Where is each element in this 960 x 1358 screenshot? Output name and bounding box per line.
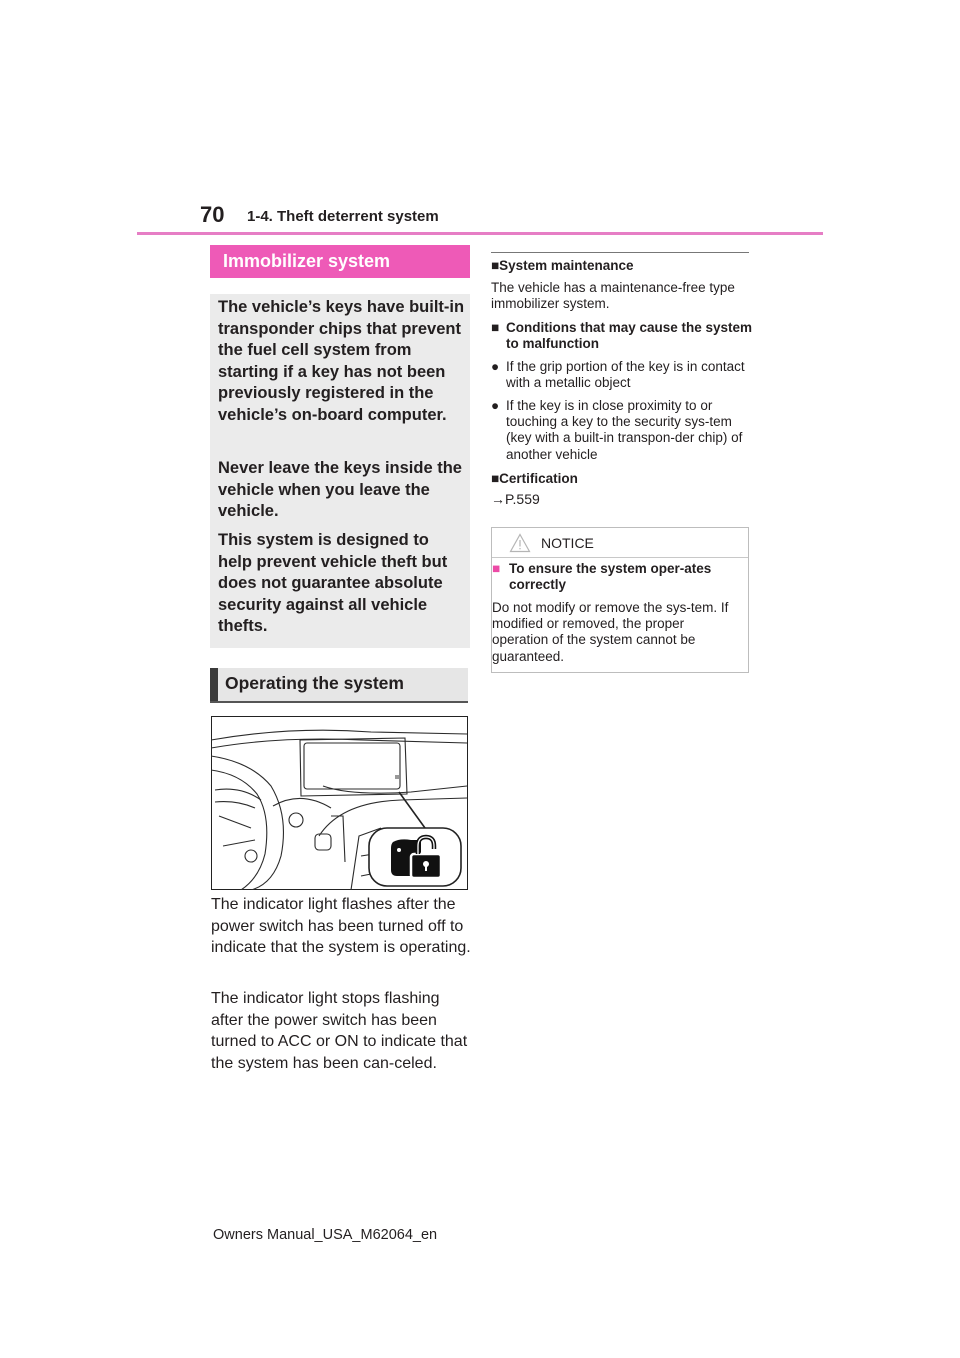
immobilizer-paragraph: This system is designed to help prevent vehicle theft but does not guarantee absolute security against all vehicle thefts. (218, 531, 448, 636)
bullet-marker: ● (491, 398, 500, 413)
header-rule (137, 232, 823, 235)
notice-heading-text: To ensure the system oper-ates correctly (509, 561, 712, 593)
notice-heading (492, 561, 748, 593)
immobilizer-paragraph: Never leave the keys inside the vehicle when you leave the vehicle. (218, 459, 462, 521)
condition-bullet-text: If the grip portion of the key is in contact with a metallic object (506, 359, 745, 391)
warning-triangle-icon (509, 533, 531, 553)
certification-heading (491, 471, 753, 487)
condition-bullet (491, 398, 753, 463)
maintenance-text: The vehicle has a maintenance-free type immobilizer system. (491, 280, 735, 312)
operating-paragraph: The indicator light flashes after the power switch has been turned off to indicate that the system is operating. (211, 896, 471, 957)
security-indicator-icon (391, 837, 441, 878)
section-marker: ■ (491, 320, 500, 335)
immobilizer-paragraph: The vehicle’s keys have built-in transponder chips that prevent the fuel cell system from starting if a key has not been previously registered in the vehicle’s on-board computer. (218, 298, 465, 424)
bullet-marker: ● (491, 359, 500, 374)
certification-heading-text: Certification (499, 471, 578, 486)
conditions-heading (491, 320, 753, 352)
section-marker: ■ (492, 561, 501, 576)
section-title: 1-4. Theft deterrent system (247, 208, 439, 225)
operating-paragraph: The indicator light stops flashing after the power switch has been turned to ACC or ON to indicate that the system has been can-celed. (211, 990, 468, 1072)
section-marker: ■ (491, 258, 500, 273)
operating-rule (210, 701, 468, 703)
immobilizer-title: Immobilizer system (210, 245, 470, 278)
maintenance-heading-text: System maintenance (499, 258, 634, 273)
footer-text: Owners Manual_USA_M62064_en (213, 1227, 438, 1243)
notice-header (492, 528, 748, 558)
maintenance-heading (491, 258, 753, 274)
condition-bullet (491, 359, 753, 391)
immobilizer-summary-box (210, 294, 470, 648)
dashboard-illustration (211, 716, 468, 890)
operating-title: Operating the system (210, 668, 468, 701)
section-marker: ■ (491, 471, 500, 486)
right-column-rule (491, 252, 749, 253)
certification-page-link[interactable]: →P.559 (491, 491, 540, 507)
notice-text: Do not modify or remove the sys-tem. If modified or removed, the proper operation of the system cannot be guaranteed. (492, 600, 729, 664)
notice-box (491, 527, 749, 673)
page-number: 70 (200, 202, 225, 227)
condition-bullet-text: If the key is in close proximity to or touching a key to the security sys-tem (key with a built-in transpon-der chip) of another vehicle (506, 398, 743, 462)
notice-label: NOTICE (541, 535, 594, 551)
conditions-heading-text: Conditions that may cause the system to malfunction (506, 320, 753, 352)
